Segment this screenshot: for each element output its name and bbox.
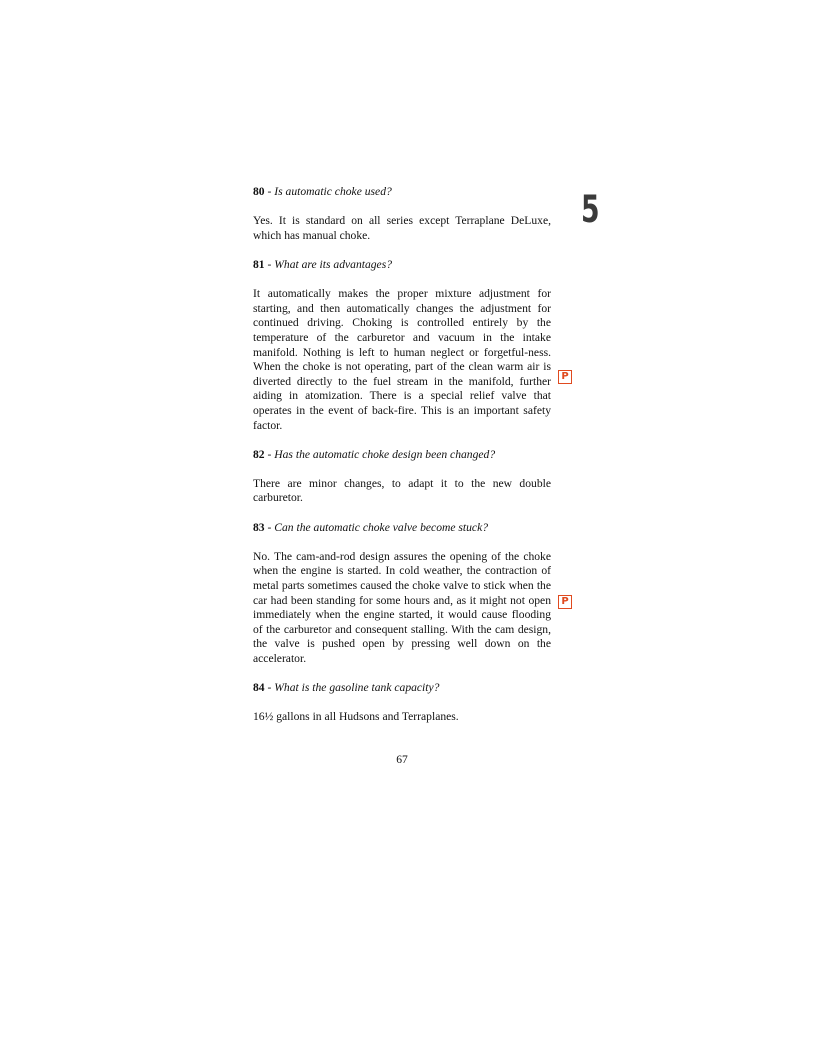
p-marker-icon: P	[558, 595, 572, 609]
qa-entry-80	[253, 185, 551, 243]
question-number: 82	[253, 447, 265, 461]
question-separator: -	[264, 447, 275, 461]
question-separator: -	[264, 681, 275, 695]
question-83	[253, 521, 551, 536]
question-separator: -	[264, 257, 275, 271]
answer-80: Yes. It is standard on all series except Terraplane DeLuxe, which has manual choke.	[253, 214, 551, 242]
question-text: Is automatic choke used?	[274, 185, 392, 198]
question-82	[253, 448, 551, 463]
question-separator: -	[264, 185, 275, 198]
qa-entry-84	[253, 681, 551, 725]
question-84	[253, 681, 551, 696]
chapter-number: 5	[581, 188, 600, 231]
p-marker-icon: P	[558, 370, 572, 384]
answer-84: 16½ gallons in all Hudsons and Terraplanes.	[253, 710, 459, 724]
answer-81: It automatically makes the proper mixture adjustment for starting, and then automatically changes the adjustment for continued driving. Choking is controlled entirely by the temperature of the carburetor and vacuum in the intake manifold. Nothing is left to human neglect or forgetful-ness. When the choke is not operating, part of the clean warm air is diverted directly to the fuel stream in the manifold, further aiding in atomization. There is a special relief valve that operates in the event of back-fire. This is an important safety factor.	[253, 287, 551, 432]
qa-column	[253, 185, 551, 740]
qa-entry-83	[253, 521, 551, 667]
question-number: 83	[253, 520, 265, 534]
question-text: Has the automatic choke design been changed?	[274, 447, 496, 461]
question-text: What is the gasoline tank capacity?	[274, 681, 440, 695]
answer-82: There are minor changes, to adapt it to the new double carburetor.	[253, 476, 551, 505]
page-number: 67	[396, 753, 408, 766]
question-text: What are its advantages?	[274, 257, 393, 271]
question-separator: -	[264, 520, 275, 534]
question-80	[253, 185, 551, 200]
question-text: Can the automatic choke valve become stuck?	[274, 520, 489, 534]
question-number: 84	[253, 681, 265, 695]
question-81	[253, 258, 551, 273]
question-number: 81	[253, 257, 265, 271]
question-number: 80	[253, 185, 265, 198]
qa-entry-82	[253, 448, 551, 506]
qa-entry-81	[253, 258, 551, 433]
answer-83: No. The cam-and-rod design assures the opening of the choke when the engine is started. In cold weather, the contraction of metal parts sometimes caused the choke valve to stick when the car had been standing for some hours and, as it might not open immediately when the engine started, it would cause flooding of the carburetor and consequent stalling. With the cam design, the valve is pushed open by pressing well down on the accelerator.	[253, 549, 551, 665]
